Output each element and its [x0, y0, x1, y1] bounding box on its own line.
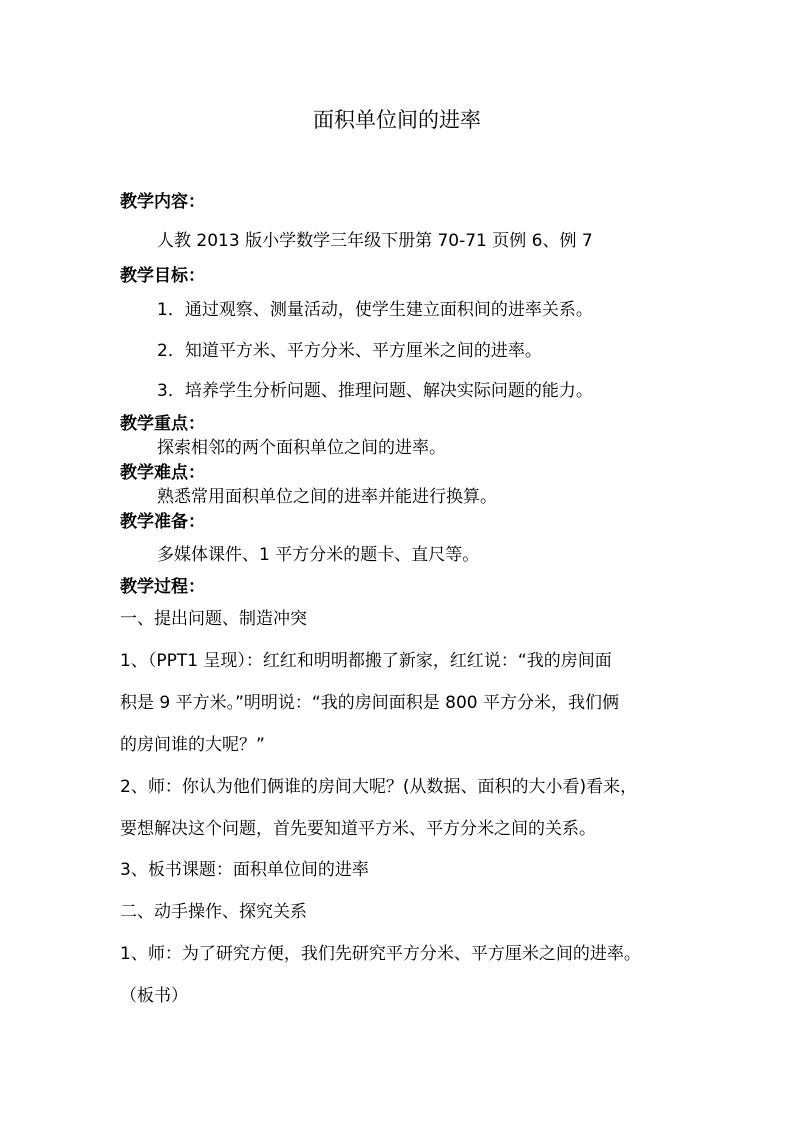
section-heading-content: 教学内容：: [120, 192, 205, 212]
preparation-text: 多媒体课件、1 平方分米的题卡、直尺等。: [157, 545, 480, 565]
difficulties-text: 熟悉常用面积单位之间的进率并能进行换算。: [157, 487, 497, 507]
process-line: 要想解决这个问题，首先要知道平方米、平方分米之间的关系。: [120, 819, 596, 839]
section-heading-process: 教学过程：: [120, 577, 205, 597]
goal-item: 1．通过观察、测量活动，使学生建立面积间的进率关系。: [157, 300, 593, 320]
section-heading-goals: 教学目标：: [120, 266, 205, 286]
section-heading-key-points: 教学重点：: [120, 414, 205, 434]
process-line: 2、师：你认为他们俩谁的房间大呢？(从数据、面积的大小看)看来，: [120, 777, 638, 797]
process-line: 1、师：为了研究方便，我们先研究平方分米、平方厘米之间的进率。: [120, 944, 641, 964]
process-line: 一、提出问题、制造冲突: [120, 609, 307, 629]
process-line: 二、动手操作、探究关系: [120, 902, 307, 922]
section-heading-difficulties: 教学难点：: [120, 463, 205, 483]
key-points-text: 探索相邻的两个面积单位之间的进率。: [157, 438, 446, 458]
process-line: 1、（PPT1 呈现）：红红和明明都搬了新家，红红说：“我的房间面: [120, 651, 612, 671]
document-title: 面积单位间的进率: [313, 108, 481, 132]
content-text: 人教 2013 版小学数学三年级下册第 70-71 页例 6、例 7: [157, 231, 593, 251]
process-line: 3、板书课题：面积单位间的进率: [120, 860, 369, 880]
process-line: 的房间谁的大呢？”: [120, 735, 265, 755]
goal-item: 2．知道平方米、平方分米、平方厘米之间的进率。: [157, 341, 542, 361]
goal-item: 3．培养学生分析问题、推理问题、解决实际问题的能力。: [157, 381, 593, 401]
section-heading-preparation: 教学准备：: [120, 512, 205, 532]
process-line: （板书）: [120, 986, 188, 1006]
process-line: 积是 9 平方米。”明明说：“我的房间面积是 800 平方分米，我们俩: [120, 693, 619, 713]
